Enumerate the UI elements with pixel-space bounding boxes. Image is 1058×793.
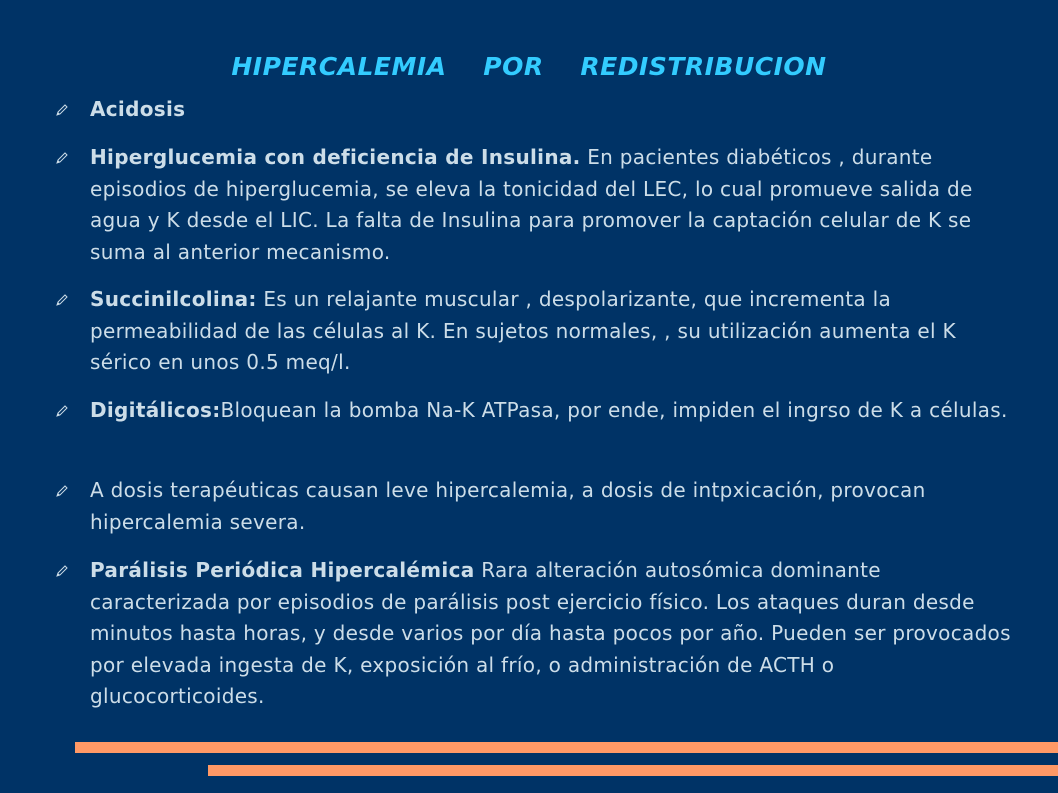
- item-heading: Succinilcolina:: [90, 287, 257, 311]
- item-text: Rara alteración autosómica dominante caracterizada por episodios de parálisis post ejercicio físico. Los ataques duran desde minutos hasta horas, y desde varios por día hasta pocos por año. Pueden ser provocados por elevada ingesta de K, exposición al frío, o administración de ACTH o glucocorticoides.: [90, 558, 1011, 708]
- list-item-acidosis: [90, 94, 1015, 126]
- pencil-icon: [55, 404, 69, 418]
- item-heading: Digitálicos:: [90, 398, 221, 422]
- pencil-icon: [55, 151, 69, 165]
- list-item-digitalicos: [90, 395, 1015, 427]
- accent-bar-top: [75, 742, 1058, 753]
- item-text: A dosis terapéuticas causan leve hipercalemia, a dosis de intpxicación, provocan hipercalemia severa.: [90, 478, 926, 534]
- item-heading: Hiperglucemia con deficiencia de Insulina.: [90, 145, 581, 169]
- item-heading: Acidosis: [90, 97, 186, 121]
- list-item-paralisis: [90, 555, 1015, 713]
- pencil-icon: [55, 484, 69, 498]
- pencil-icon: [55, 293, 69, 307]
- item-heading: Parálisis Periódica Hipercalémica: [90, 558, 475, 582]
- accent-bar-bottom: [208, 765, 1058, 776]
- list-item-hiperglucemia: [90, 142, 1015, 268]
- item-text: Es un relajante muscular , despolarizante, que incrementa la permeabilidad de las células al K. En sujetos normales, , su utilización aumenta el K sérico en unos 0.5 meq/l.: [90, 287, 956, 374]
- slide-title: HIPERCALEMIA POR REDISTRIBUCION: [231, 52, 827, 81]
- list-item-dosis: [90, 475, 1015, 538]
- item-text: En pacientes diabéticos , durante episodios de hiperglucemia, se eleva la tonicidad del LEC, lo cual promueve salida de agua y K desde el LIC. La falta de Insulina para promover la captación celular de K se suma al anterior mecanismo.: [90, 145, 973, 264]
- pencil-icon: [55, 103, 69, 117]
- list-item-succinilcolina: [90, 284, 1015, 379]
- pencil-icon: [55, 564, 69, 578]
- item-text: Bloquean la bomba Na-K ATPasa, por ende, impiden el ingrso de K a células.: [220, 398, 1008, 422]
